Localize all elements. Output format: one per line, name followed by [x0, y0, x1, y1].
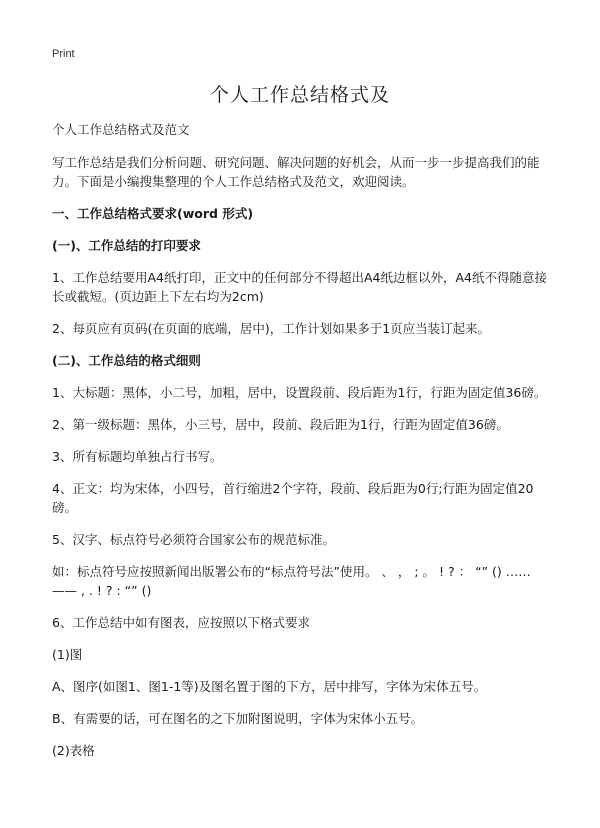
print-requirement-2: 2、每页应有页码(在页面的底端，居中)，工作计划如果多于1页应当装订起来。: [52, 321, 491, 336]
table-heading: (2)表格: [52, 743, 95, 758]
format-rule-3: 3、所有标题均单独占行书写。: [52, 449, 223, 464]
punctuation-note: 如：标点符号应按照新闻出版署公布的“标点符号法”使用。 、 ， ; 。 ! ? ： “” () …… —— , . ! ? : “” (): [52, 564, 531, 598]
format-rule-5: 5、汉字、标点符号必须符合国家公布的规范标准。: [52, 532, 335, 547]
intro-paragraph: 写工作总结是我们分析问题、研究问题、解决问题的好机会，从而一步一步提高我们的能力。下面是小编搜集整理的个人工作总结格式及范文，欢迎阅读。: [52, 155, 540, 189]
figure-rule-a: A、图序(如图1、图1-1等)及图名置于图的下方，居中排写，字体为宋体五号。: [52, 679, 487, 694]
document-body: [52, 120, 552, 773]
figure-rule-b: B、有需要的话，可在图名的之下加附图说明，字体为宋体小五号。: [52, 711, 424, 726]
section-heading-format-requirements: 一、工作总结格式要求(word 形式): [52, 206, 254, 221]
figure-heading: (1)图: [52, 647, 83, 662]
format-rule-4: 4、正文：均为宋体，小四号，首行缩进2个字符，段前、段后距为0行;行距为固定值20磅。: [52, 481, 534, 515]
format-rule-2: 2、第一级标题：黑体，小三号，居中，段前、段后距为1行，行距为固定值36磅。: [52, 417, 509, 432]
format-rule-1: 1、大标题：黑体，小二号，加粗，居中，设置段前、段后距为1行，行距为固定值36磅。: [52, 385, 547, 400]
document-title: 个人工作总结格式及: [209, 84, 390, 106]
subsection-heading-format-rules: (二)、工作总结的格式细则: [52, 353, 201, 368]
document-subtitle: 个人工作总结格式及范文: [52, 122, 190, 137]
subsection-heading-print-requirements: (一)、工作总结的打印要求: [52, 238, 201, 253]
print-requirement-1: 1、工作总结要用A4纸打印，正文中的任何部分不得超出A4纸边框以外，A4纸不得随意接长或截短。(页边距上下左右均为2cm): [52, 270, 547, 304]
print-label: Print: [52, 48, 75, 60]
format-rule-6: 6、工作总结中如有图表，应按照以下格式要求: [52, 615, 310, 630]
